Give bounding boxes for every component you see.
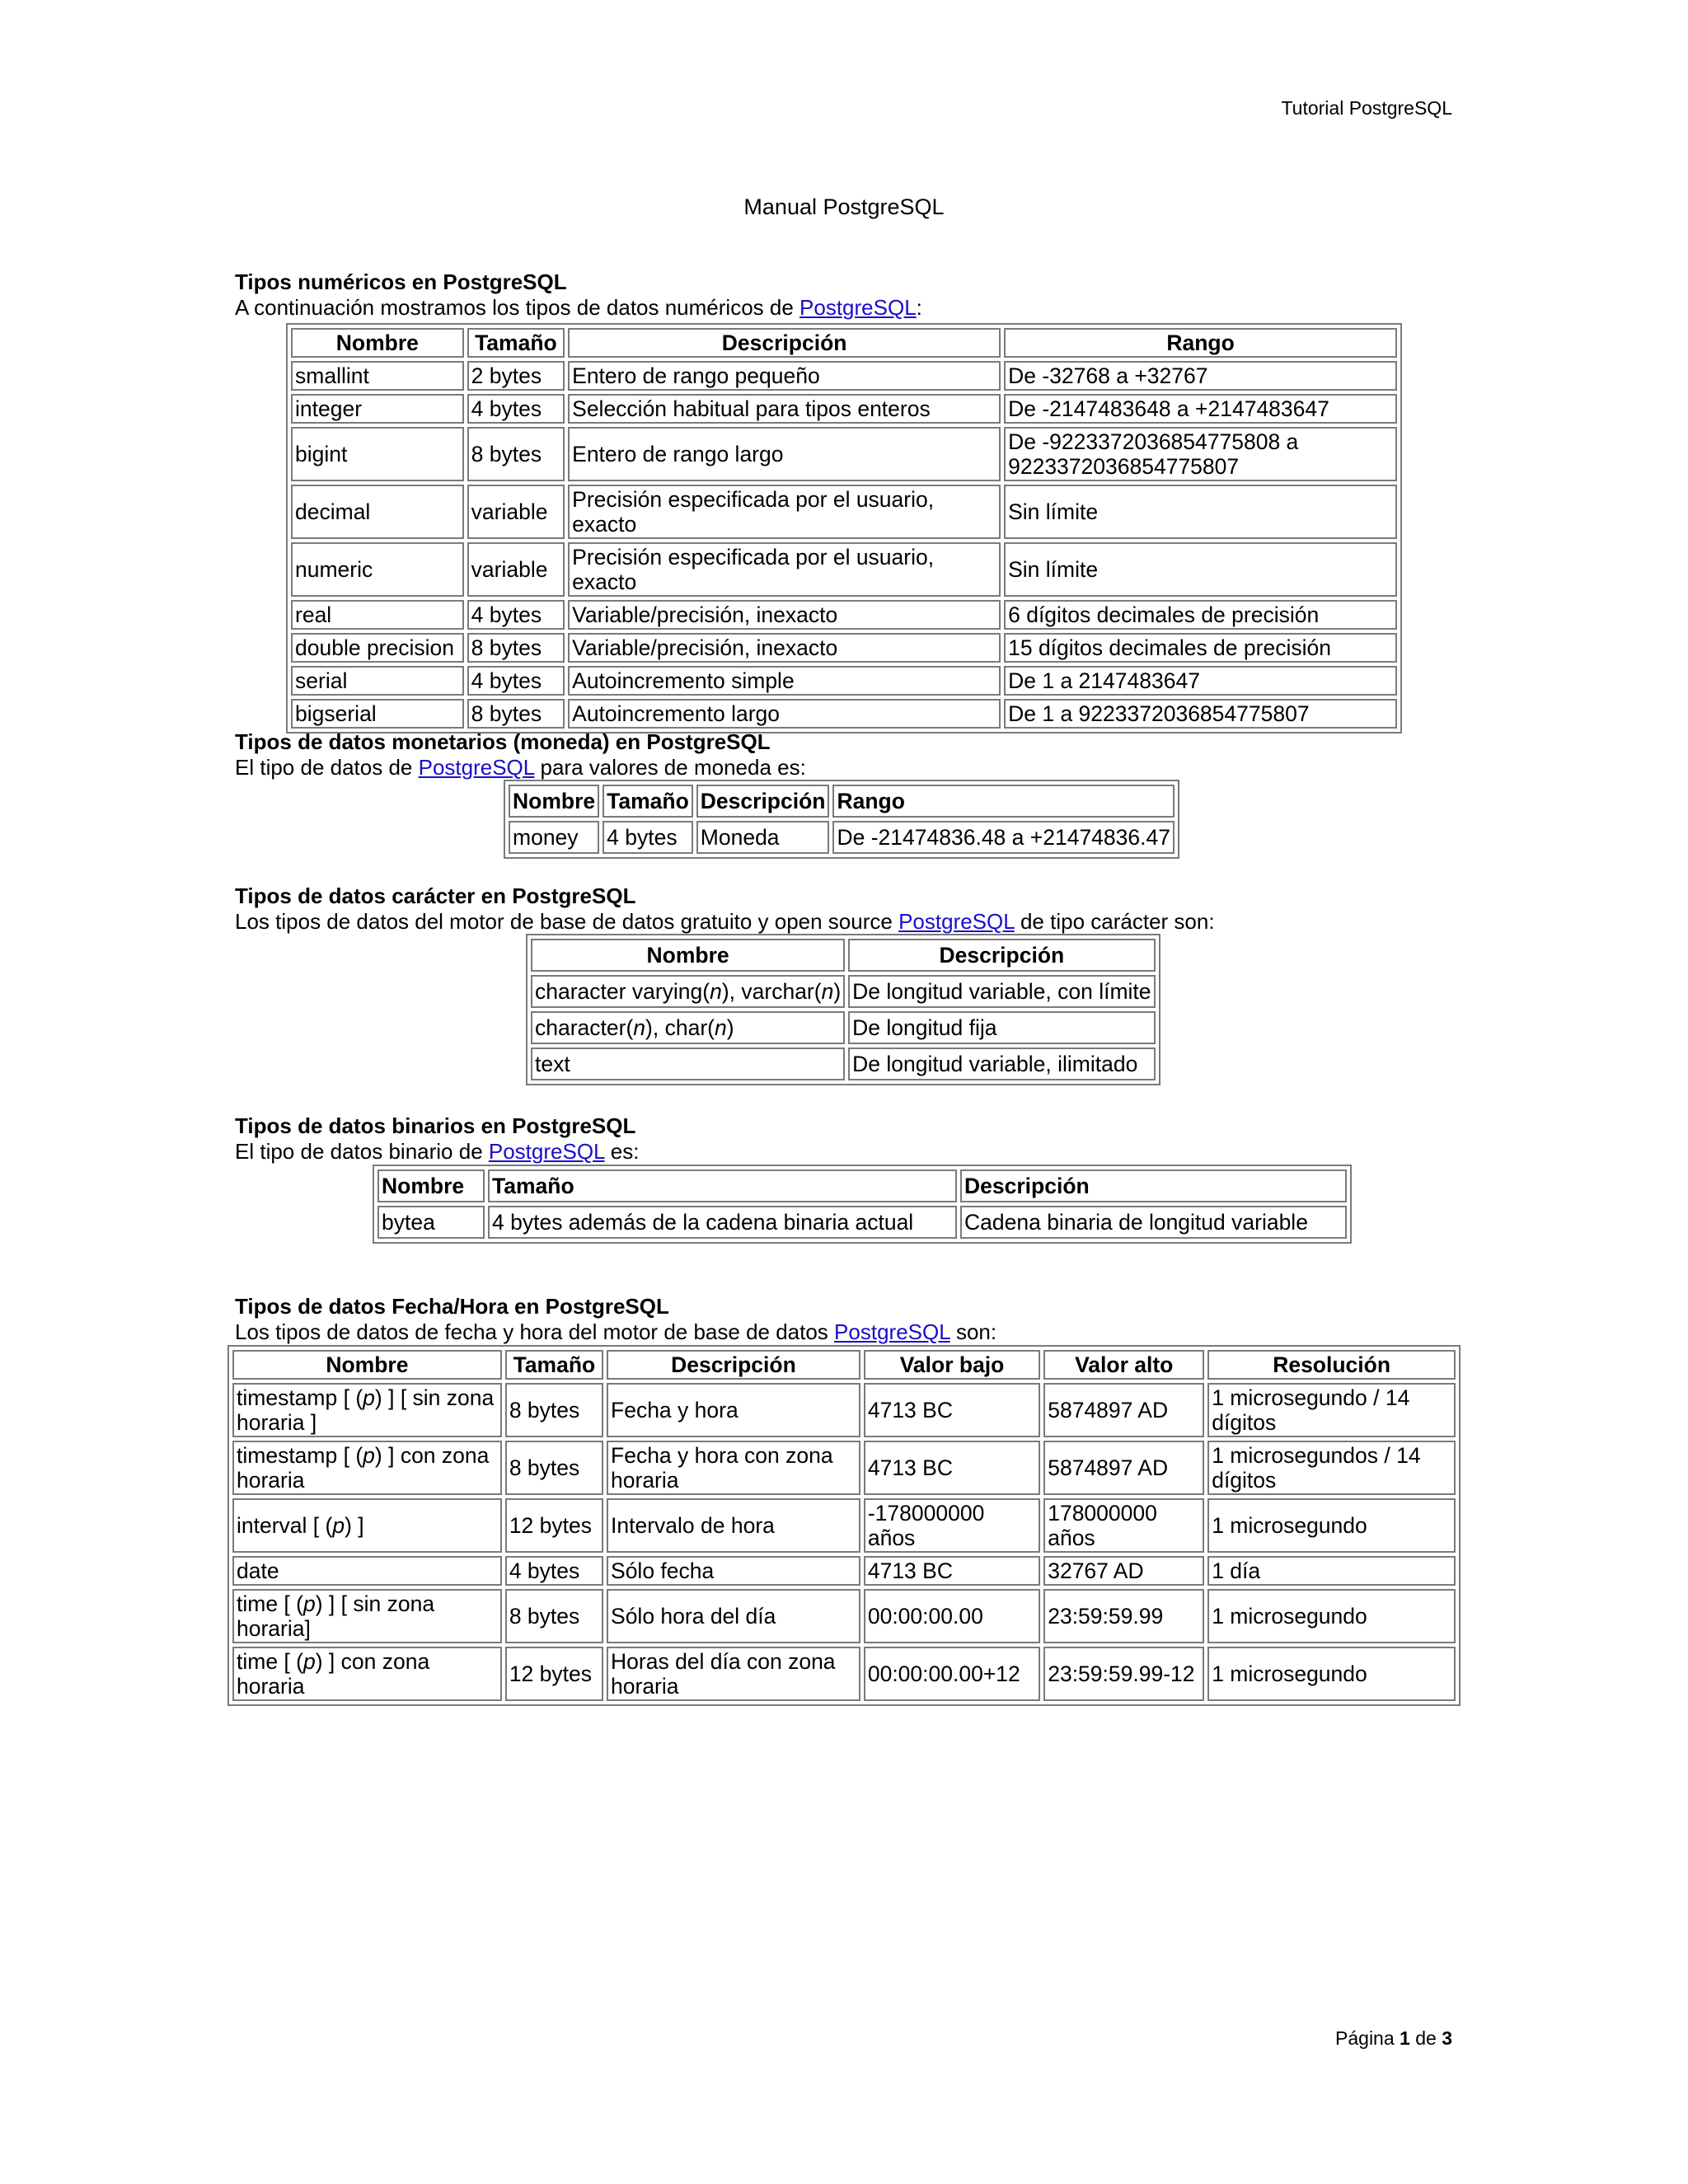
section-character: [235, 883, 1215, 935]
table-cell: Precisión especificada por el usuario, exacto: [568, 485, 1001, 539]
table-cell: variable: [467, 485, 565, 539]
column-header: Nombre: [377, 1169, 485, 1202]
table-row: [232, 1498, 1456, 1553]
column-header: Rango: [1004, 328, 1397, 358]
table-row: [291, 600, 1397, 630]
table-cell: 178000000 años: [1043, 1498, 1204, 1553]
document-title: Manual PostgreSQL: [743, 194, 945, 219]
column-header: Tamaño: [467, 328, 565, 358]
table-row: [531, 1011, 1156, 1044]
table-cell: character varying(n), varchar(n): [531, 975, 845, 1008]
section-heading: Tipos de datos carácter en PostgreSQL: [235, 883, 636, 908]
table-cell: Variable/precisión, inexacto: [568, 633, 1001, 663]
section-heading: Tipos de datos Fecha/Hora en PostgreSQL: [235, 1294, 669, 1319]
table-row: [291, 542, 1397, 597]
table-cell: Sin límite: [1004, 542, 1397, 597]
total-pages: 3: [1442, 2027, 1452, 2049]
table-row: [232, 1556, 1456, 1586]
table-cell: variable: [467, 542, 565, 597]
column-header: Descripción: [960, 1169, 1347, 1202]
table-cell: interval [ (p) ]: [232, 1498, 502, 1553]
table-cell: Cadena binaria de longitud variable: [960, 1206, 1347, 1239]
table-cell: 8 bytes: [505, 1383, 603, 1437]
table-cell: Sólo hora del día: [607, 1589, 860, 1643]
table-cell: De -9223372036854775808 a 9223372036854775807: [1004, 427, 1397, 481]
table-cell: Variable/precisión, inexacto: [568, 600, 1001, 630]
section-heading: Tipos numéricos en PostgreSQL: [235, 269, 567, 294]
table-cell: Moneda: [696, 821, 830, 854]
numeric-types-table: [286, 323, 1402, 733]
table-cell: text: [531, 1047, 845, 1080]
table-header-row: [531, 939, 1156, 972]
table-cell: date: [232, 1556, 502, 1586]
table-cell: 2 bytes: [467, 361, 565, 391]
postgresql-link[interactable]: PostgreSQL: [488, 1139, 605, 1164]
table-cell: De -2147483648 a +2147483647: [1004, 394, 1397, 424]
table-cell: De -32768 a +32767: [1004, 361, 1397, 391]
table-cell: 1 microsegundo: [1207, 1589, 1456, 1643]
table-cell: Selección habitual para tipos enteros: [568, 394, 1001, 424]
table-cell: Sólo fecha: [607, 1556, 860, 1586]
postgresql-link[interactable]: PostgreSQL: [834, 1319, 950, 1344]
postgresql-link[interactable]: PostgreSQL: [799, 295, 917, 320]
table-cell: 8 bytes: [505, 1441, 603, 1495]
table-header-row: [232, 1350, 1456, 1380]
table-cell: 15 dígitos decimales de precisión: [1004, 633, 1397, 663]
table-row: [291, 485, 1397, 539]
column-header: Descripción: [607, 1350, 860, 1380]
table-row: [291, 633, 1397, 663]
table-cell: 32767 AD: [1043, 1556, 1204, 1586]
table-cell: smallint: [291, 361, 464, 391]
table-cell: 4713 BC: [864, 1556, 1040, 1586]
table-cell: 4713 BC: [864, 1383, 1040, 1437]
section-datetime: [235, 1294, 996, 1345]
table-cell: 1 día: [1207, 1556, 1456, 1586]
column-header: Resolución: [1207, 1350, 1456, 1380]
table-cell: 8 bytes: [467, 633, 565, 663]
column-header: Nombre: [531, 939, 845, 972]
table-header-row: [509, 785, 1175, 818]
table-cell: De 1 a 2147483647: [1004, 666, 1397, 696]
table-header-row: [377, 1169, 1347, 1202]
section-binary: [235, 1113, 639, 1165]
section-intro: Los tipos de datos del motor de base de datos gratuito y open source PostgreSQL de tipo carácter son:: [235, 909, 1215, 934]
table-cell: Horas del día con zona horaria: [607, 1647, 860, 1701]
table-cell: 23:59:59.99: [1043, 1589, 1204, 1643]
column-header: Nombre: [232, 1350, 502, 1380]
table-row: [531, 975, 1156, 1008]
table-cell: -178000000 años: [864, 1498, 1040, 1553]
column-header: Descripción: [696, 785, 830, 818]
table-cell: Intervalo de hora: [607, 1498, 860, 1553]
table-cell: timestamp [ (p) ] [ sin zona horaria ]: [232, 1383, 502, 1437]
section-heading: Tipos de datos monetarios (moneda) en PostgreSQL: [235, 729, 771, 754]
table-cell: 4 bytes: [467, 394, 565, 424]
postgresql-link[interactable]: PostgreSQL: [418, 755, 535, 780]
table-cell: bigserial: [291, 699, 464, 729]
column-header: Tamaño: [505, 1350, 603, 1380]
character-types-table: [526, 934, 1160, 1085]
table-cell: numeric: [291, 542, 464, 597]
table-cell: Autoincremento simple: [568, 666, 1001, 696]
column-header: Valor alto: [1043, 1350, 1204, 1380]
section-intro: A continuación mostramos los tipos de datos numéricos de PostgreSQL:: [235, 295, 922, 320]
current-page: 1: [1400, 2027, 1410, 2049]
table-cell: double precision: [291, 633, 464, 663]
table-cell: 4713 BC: [864, 1441, 1040, 1495]
section-intro: Los tipos de datos de fecha y hora del motor de base de datos PostgreSQL son:: [235, 1319, 997, 1344]
table-cell: 5874897 AD: [1043, 1383, 1204, 1437]
table-cell: 8 bytes: [467, 427, 565, 481]
table-cell: Precisión especificada por el usuario, exacto: [568, 542, 1001, 597]
page-footer: Página 1 de 3: [1335, 2027, 1452, 2049]
table-cell: 00:00:00.00: [864, 1589, 1040, 1643]
table-cell: 1 microsegundo: [1207, 1498, 1456, 1553]
column-header: Tamaño: [603, 785, 693, 818]
table-cell: 6 dígitos decimales de precisión: [1004, 600, 1397, 630]
page-header: Tutorial PostgreSQL: [1281, 97, 1452, 119]
table-cell: 1 microsegundo: [1207, 1647, 1456, 1701]
table-row: [291, 361, 1397, 391]
money-types-table: [504, 780, 1179, 859]
table-cell: De longitud variable, con límite: [848, 975, 1155, 1008]
table-cell: 23:59:59.99-12: [1043, 1647, 1204, 1701]
table-cell: time [ (p) ] con zona horaria: [232, 1647, 502, 1701]
table-cell: 4 bytes: [467, 600, 565, 630]
column-header: Valor bajo: [864, 1350, 1040, 1380]
table-cell: Entero de rango pequeño: [568, 361, 1001, 391]
table-cell: bigint: [291, 427, 464, 481]
table-header-row: [291, 328, 1397, 358]
table-row: [232, 1441, 1456, 1495]
postgresql-link[interactable]: PostgreSQL: [898, 909, 1015, 934]
section-intro: El tipo de datos binario de PostgreSQL es:: [235, 1139, 640, 1164]
column-header: Tamaño: [488, 1169, 957, 1202]
table-cell: 4 bytes: [467, 666, 565, 696]
table-row: [291, 394, 1397, 424]
column-header: Nombre: [509, 785, 599, 818]
table-cell: 1 microsegundo / 14 dígitos: [1207, 1383, 1456, 1437]
table-cell: money: [509, 821, 599, 854]
table-cell: 4 bytes: [505, 1556, 603, 1586]
table-cell: Fecha y hora: [607, 1383, 860, 1437]
table-cell: 4 bytes además de la cadena binaria actual: [488, 1206, 957, 1239]
datetime-types-table: [227, 1345, 1461, 1706]
table-cell: real: [291, 600, 464, 630]
table-cell: De longitud variable, ilimitado: [848, 1047, 1155, 1080]
column-header: Descripción: [568, 328, 1001, 358]
table-cell: De longitud fija: [848, 1011, 1155, 1044]
table-cell: 8 bytes: [467, 699, 565, 729]
table-cell: De -21474836.48 a +21474836.47: [832, 821, 1175, 854]
table-cell: 4 bytes: [603, 821, 693, 854]
table-cell: 12 bytes: [505, 1498, 603, 1553]
table-cell: Entero de rango largo: [568, 427, 1001, 481]
table-cell: bytea: [377, 1206, 485, 1239]
column-header: Nombre: [291, 328, 464, 358]
binary-types-table: [373, 1165, 1352, 1244]
table-cell: 5874897 AD: [1043, 1441, 1204, 1495]
table-row: [291, 666, 1397, 696]
table-cell: decimal: [291, 485, 464, 539]
table-cell: serial: [291, 666, 464, 696]
table-cell: De 1 a 9223372036854775807: [1004, 699, 1397, 729]
table-row: [291, 699, 1397, 729]
column-header: Descripción: [848, 939, 1155, 972]
table-cell: 1 microsegundos / 14 dígitos: [1207, 1441, 1456, 1495]
table-row: [232, 1589, 1456, 1643]
table-cell: time [ (p) ] [ sin zona horaria]: [232, 1589, 502, 1643]
column-header: Rango: [832, 785, 1175, 818]
table-cell: Fecha y hora con zona horaria: [607, 1441, 860, 1495]
table-row: [291, 427, 1397, 481]
table-cell: Sin límite: [1004, 485, 1397, 539]
table-cell: Autoincremento largo: [568, 699, 1001, 729]
section-heading: Tipos de datos binarios en PostgreSQL: [235, 1113, 636, 1138]
table-cell: character(n), char(n): [531, 1011, 845, 1044]
table-row: [509, 821, 1175, 854]
table-row: [377, 1206, 1347, 1239]
table-cell: 8 bytes: [505, 1589, 603, 1643]
table-cell: integer: [291, 394, 464, 424]
table-cell: 00:00:00.00+12: [864, 1647, 1040, 1701]
table-row: [232, 1647, 1456, 1701]
section-numeric: [235, 269, 922, 321]
table-cell: 12 bytes: [505, 1647, 603, 1701]
table-row: [232, 1383, 1456, 1437]
section-intro: El tipo de datos de PostgreSQL para valores de moneda es:: [235, 755, 806, 780]
table-cell: timestamp [ (p) ] con zona horaria: [232, 1441, 502, 1495]
section-money: [235, 729, 806, 780]
table-row: [531, 1047, 1156, 1080]
